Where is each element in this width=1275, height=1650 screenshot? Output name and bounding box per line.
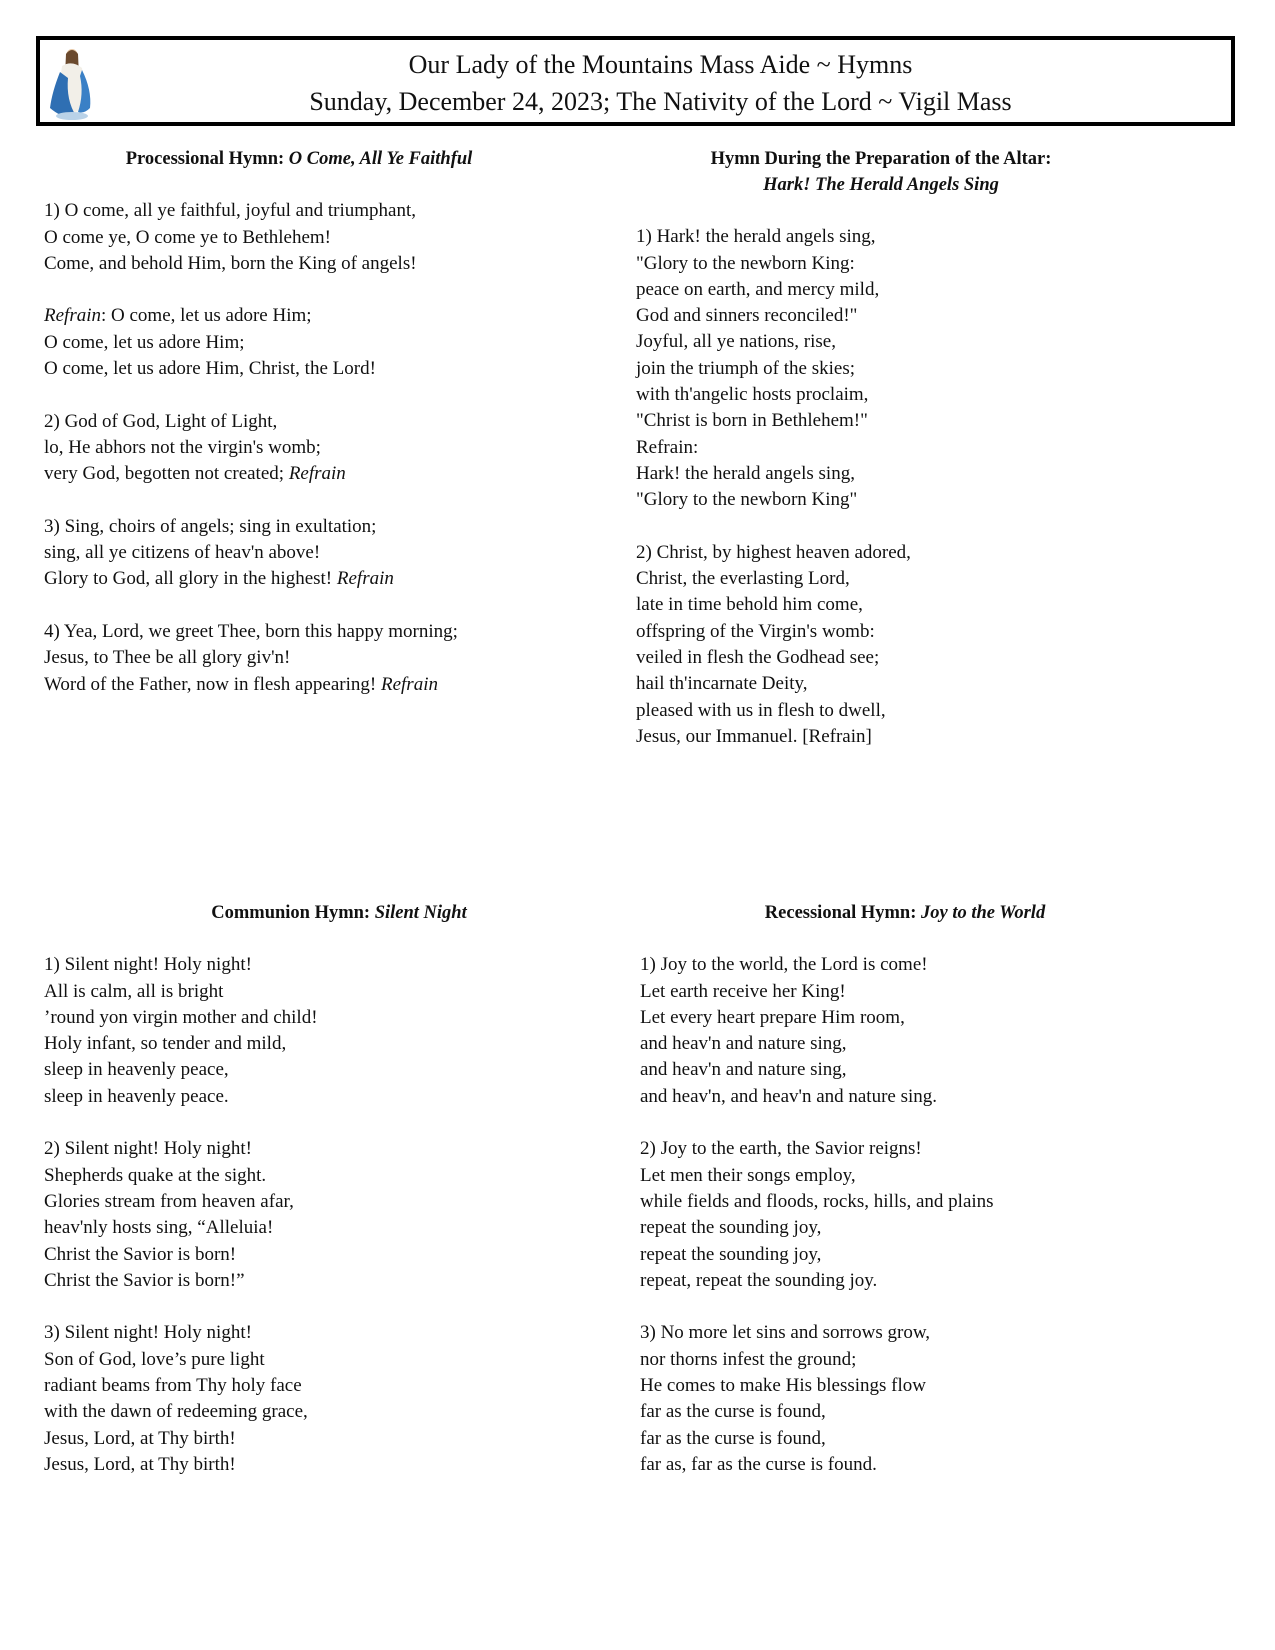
header-box [36,36,1235,126]
refrain: Refrain: O come, let us adore Him; O come, let us adore Him; O come, let us adore Him, Christ, the Lord! [44,305,376,380]
stanza: 2) God of God, Light of Light, lo, He abhors not the virgin's womb; very God, begotten not created; Refrain [44,410,346,485]
stanza: 1) Joy to the world, the Lord is come! Let earth receive her King! Let every heart prepare Him room, and heav'n and nature sing, and heav'n and nature sing, and heav'n, and heav'n and nature sing. [640,954,938,1107]
processional-title: Processional Hymn: O Come, All Ye Faithful [125,149,473,169]
madonna-icon [46,46,96,122]
stanza: 1) O come, all ye faithful, joyful and triumphant, O come ye, O come ye to Bethlehem! Come, and behold Him, born the King of angels! [44,200,417,274]
preparation-title: Hymn During the Preparation of the Altar: Hark! The Herald Angels Sing [710,149,1052,195]
communion-title: Communion Hymn: Silent Night [211,903,467,923]
stanza: 2) Silent night! Holy night! Shepherds quake at the sight. Glories stream from heaven afar, heav'nly hosts sing, “Alleluia! Christ the Savior is born! Christ the Savior is born!” [44,1138,294,1291]
header-title: Our Lady of the Mountains Mass Aide ~ Hymns [408,50,913,79]
stanza: 1) Silent night! Holy night! All is calm, all is bright ’round yon virgin mother and child! Holy infant, so tender and mild, sleep in heavenly peace, sleep in heavenly peace. [44,954,318,1107]
header-subtitle: Sunday, December 24, 2023; The Nativity of the Lord ~ Vigil Mass [309,87,1012,116]
stanza: 3) Silent night! Holy night! Son of God, love’s pure light radiant beams from Thy holy face with the dawn of redeeming grace, Jesus, Lord, at Thy birth! Jesus, Lord, at Thy birth! [44,1322,308,1475]
communion-hymn [44,900,554,1478]
stanza: 1) Hark! the herald angels sing, "Glory to the newborn King: peace on earth, and mercy mild, God and sinners reconciled!" Joyful, all ye nations, rise, join the triumph of the skies; with th'angelic hosts proclaim, "Christ is born in Bethlehem!" Refrain: Hark! the herald angels sing, "Glory to the newborn King" [636,226,880,511]
recessional-title: Recessional Hymn: Joy to the World [764,903,1046,923]
stanza: 2) Joy to the earth, the Savior reigns! Let men their songs employ, while fields and floods, rocks, hills, and plains repeat the sounding joy, repeat the sounding joy, repeat, repeat the sounding joy. [640,1138,994,1291]
stanza: 2) Christ, by highest heaven adored, Christ, the everlasting Lord, late in time behold him come, offspring of the Virgin's womb: veiled in flesh the Godhead see; hail th'incarnate Deity, pleased with us in flesh to dwell, Jesus, our Immanuel. [Refrain] [636,541,911,747]
processional-hymn [44,146,554,698]
recessional-hymn [640,900,1200,1478]
stanza: 4) Yea, Lord, we greet Thee, born this happy morning; Jesus, to Thee be all glory giv'n! Word of the Father, now in flesh appearing! Refrain [44,621,458,695]
stanza: 3) No more let sins and sorrows grow, nor thorns infest the ground; He comes to make His blessings flow far as the curse is found, far as the curse is found, far as, far as the curse is found. [640,1322,931,1475]
preparation-hymn [636,146,1236,750]
stanza: 3) Sing, choirs of angels; sing in exultation; sing, all ye citizens of heav'n above! Glory to God, all glory in the highest! Refrain [44,515,394,590]
